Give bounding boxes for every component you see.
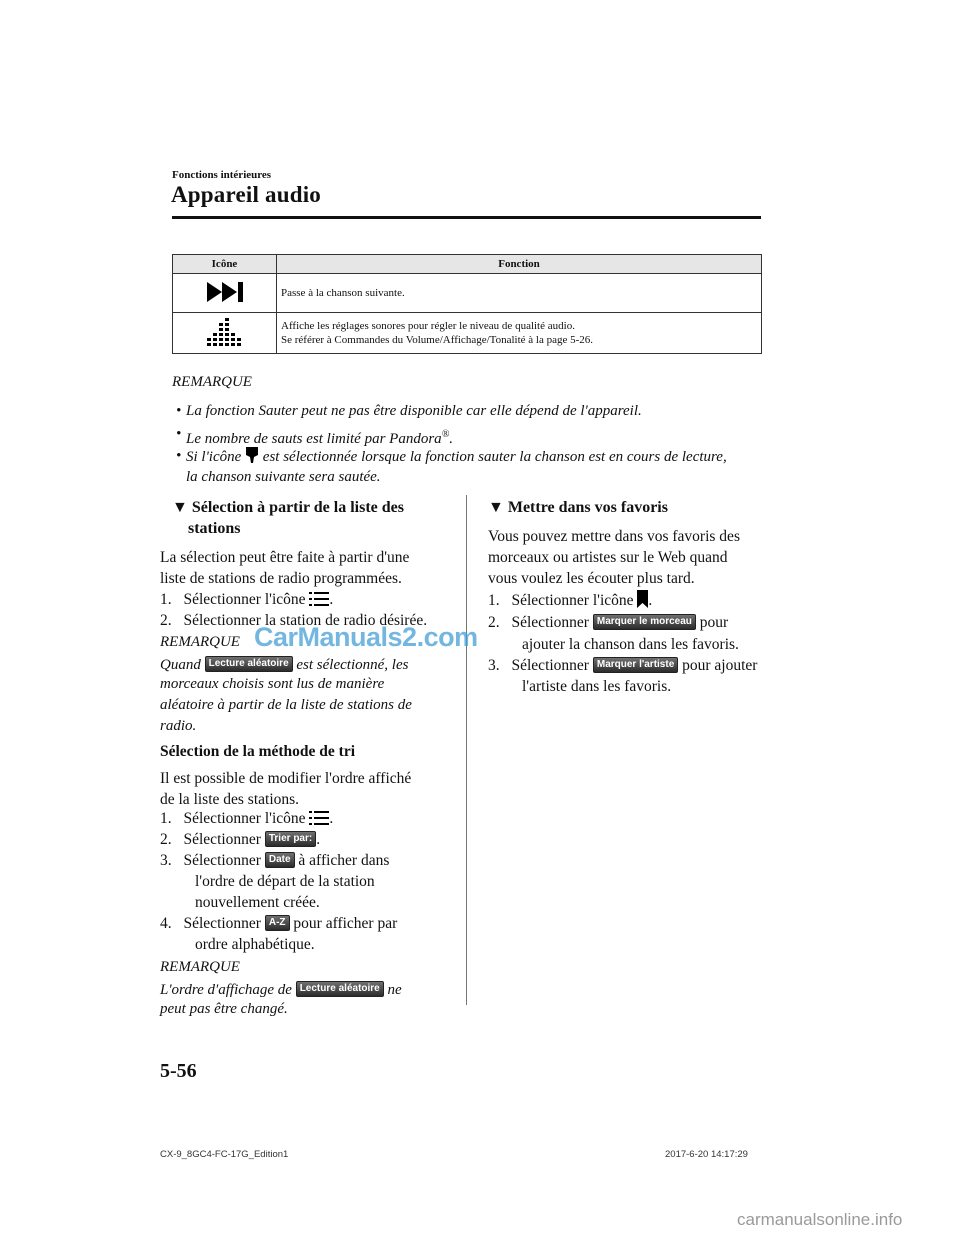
remark-title: REMARQUE	[160, 959, 240, 975]
step-text: Sélectionner la station de radio désirée.	[183, 612, 428, 629]
step-item	[160, 589, 333, 610]
table-row	[173, 313, 762, 354]
step-continued: l'ordre de départ de la station	[195, 873, 375, 890]
bullet: •	[176, 448, 182, 464]
col-function-header: Fonction	[277, 255, 762, 274]
next-track-icon	[205, 281, 245, 303]
intro-text: Vous pouvez mettre dans vos favoris des	[488, 528, 740, 545]
lecture-aleatoire-button: Lecture aléatoire	[205, 656, 293, 672]
table-row	[173, 274, 762, 313]
icon-cell	[173, 274, 277, 313]
col-icon-header: Icône	[173, 255, 277, 274]
heading-text: Mettre dans vos favoris	[507, 499, 668, 516]
step-item	[488, 655, 757, 676]
step-number: 2.	[488, 614, 500, 631]
step-text: pour afficher par	[293, 915, 398, 932]
page-number: 5-56	[160, 1060, 197, 1082]
date-button: Date	[265, 852, 295, 868]
step-number: 3.	[488, 657, 500, 674]
list-icon	[309, 810, 329, 826]
step-number: 1.	[488, 592, 500, 609]
step-number: 1.	[160, 810, 172, 827]
step-number: 1.	[160, 591, 172, 608]
step-text: Sélectionner l'icône	[511, 592, 634, 609]
icon-cell	[173, 313, 277, 354]
timestamp: 2017-6-20 14:17:29	[665, 1149, 748, 1160]
step-item	[160, 850, 389, 871]
period: .	[316, 831, 321, 848]
function-cell	[277, 274, 762, 313]
remark-text: radio.	[160, 718, 197, 734]
step-text: Sélectionner	[183, 852, 261, 869]
remark-text-part: Quand	[160, 657, 201, 673]
function-text: Se référer à Commandes du Volume/Affichage/Tonalité à la page 5-26.	[281, 334, 594, 346]
remark-item-text: Le nombre de sauts est limité par Pandora	[186, 431, 442, 447]
function-table	[172, 254, 762, 354]
step-text: Sélectionner	[183, 915, 261, 932]
table-header-row	[173, 255, 762, 274]
section-heading	[488, 497, 668, 519]
step-number: 3.	[160, 852, 172, 869]
remark-text: morceaux choisis sont lus de manière	[160, 676, 385, 692]
intro-text: morceaux ou artistes sur le Web quand	[488, 549, 728, 566]
remark-text	[160, 980, 402, 1001]
marquer-le-morceau-button: Marquer le morceau	[593, 614, 696, 630]
column-divider	[466, 495, 467, 1005]
remark-item-text: est sélectionnée lorsque la fonction sauter la chanson est en cours de lecture,	[262, 449, 727, 465]
remark-item	[176, 401, 642, 422]
remark-title: REMARQUE	[172, 374, 252, 390]
remark-text	[160, 655, 408, 676]
step-number: 2.	[160, 831, 172, 848]
remark-item-text: La fonction Sauter peut ne pas être disponible car elle dépend de l'appareil.	[186, 403, 642, 419]
title-rule	[172, 216, 761, 219]
section-label: Fonctions intérieures	[172, 169, 272, 181]
lecture-aleatoire-button: Lecture aléatoire	[296, 981, 384, 997]
page-title: Appareil audio	[171, 182, 321, 207]
remark-item-continued: la chanson suivante sera sautée.	[186, 469, 381, 485]
step-text: Sélectionner	[511, 657, 589, 674]
section-heading-continued: stations	[188, 520, 241, 537]
function-cell	[277, 313, 762, 354]
registered-mark: ®	[441, 429, 450, 440]
triangle-bullet-icon: ▼	[172, 499, 188, 516]
step-text: Sélectionner	[511, 614, 589, 631]
marquer-lartiste-button: Marquer l'artiste	[593, 657, 678, 673]
step-text: Sélectionner l'icône	[183, 810, 306, 827]
sort-intro: de la liste des stations.	[160, 791, 300, 808]
remark-item	[176, 446, 766, 468]
sub-heading: Sélection de la méthode de tri	[160, 743, 356, 760]
period: .	[329, 810, 334, 827]
function-text: Passe à la chanson suivante.	[281, 287, 405, 299]
intro-text: vous voulez les écouter plus tard.	[488, 570, 695, 587]
intro-text: La sélection peut être faite à partir d'une	[160, 549, 410, 566]
bookmark-icon	[637, 590, 648, 608]
step-item	[160, 913, 397, 934]
triangle-bullet-icon: ▼	[488, 499, 504, 516]
remark-text-part: L'ordre d'affichage de	[160, 982, 292, 998]
step-continued: ajouter la chanson dans les favoris.	[522, 636, 739, 653]
sort-intro: Il est possible de modifier l'ordre affiché	[160, 770, 412, 787]
bullet: •	[176, 426, 182, 442]
intro-text: liste de stations de radio programmées.	[160, 570, 402, 587]
remark-title: REMARQUE	[160, 634, 240, 650]
step-text: Sélectionner l'icône	[183, 591, 306, 608]
period: .	[648, 592, 653, 609]
bullet: •	[176, 403, 182, 419]
step-number: 4.	[160, 915, 172, 932]
watermark-carmanuals: CarManuals2.com	[254, 622, 478, 652]
step-continued: ordre alphabétique.	[195, 936, 315, 953]
step-item	[160, 808, 333, 829]
step-number: 2.	[160, 612, 172, 629]
remark-text: peut pas être changé.	[160, 1001, 288, 1017]
step-continued: nouvellement créée.	[195, 894, 320, 911]
function-text: Affiche les réglages sonores pour régler le niveau de qualité audio.	[281, 320, 575, 332]
step-continued: l'artiste dans les favoris.	[522, 678, 672, 695]
list-icon	[309, 591, 329, 607]
step-text: Sélectionner	[183, 831, 261, 848]
remark-item-end: .	[449, 431, 454, 447]
thumbs-down-icon	[245, 446, 259, 464]
step-item	[488, 590, 652, 611]
period: .	[329, 591, 334, 608]
equalizer-icon	[206, 316, 244, 348]
step-text: à afficher dans	[298, 852, 390, 869]
remark-text-part: ne	[387, 982, 402, 998]
watermark-online: carmanualsonline.info	[737, 1210, 903, 1229]
step-text: pour ajouter	[682, 657, 758, 674]
remark-text: aléatoire à partir de la liste de stations de	[160, 697, 412, 713]
doc-code: CX-9_8GC4-FC-17G_Edition1	[160, 1149, 289, 1160]
section-heading	[172, 497, 404, 519]
step-item	[488, 612, 728, 633]
a-z-button: A-Z	[265, 915, 290, 931]
trier-par-button: Trier par:	[265, 831, 316, 847]
step-item	[160, 829, 320, 850]
remark-text-part: est sélectionné, les	[296, 657, 409, 673]
heading-text: Sélection à partir de la liste des	[191, 499, 404, 516]
step-text: pour	[699, 614, 729, 631]
remark-item-text: Si l'icône	[186, 449, 242, 465]
